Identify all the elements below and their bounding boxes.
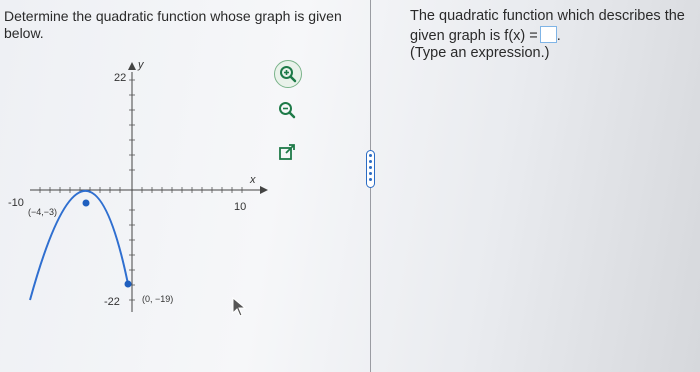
answer-input-box[interactable]	[540, 26, 557, 43]
answer-prompt-line1: The quadratic function which describes the	[410, 8, 685, 24]
mouse-cursor-icon	[232, 297, 246, 317]
y-axis-arrow	[128, 62, 136, 70]
zoom-in-icon	[278, 64, 298, 84]
zoom-out-button[interactable]	[274, 97, 300, 123]
y-axis-label: y	[138, 59, 144, 71]
y-intercept-point	[125, 281, 132, 288]
vertex-point	[83, 200, 90, 207]
y-max-tick-label: 22	[114, 72, 127, 84]
x-axis-arrow	[260, 186, 268, 194]
external-link-icon	[277, 143, 297, 163]
y-intercept-label: (0, −19)	[142, 294, 174, 304]
x-min-tick-label: -10	[8, 197, 24, 209]
open-new-window-button[interactable]	[274, 140, 300, 166]
zoom-out-icon	[277, 100, 297, 120]
answer-prompt-suffix: .	[556, 27, 561, 44]
zoom-in-button[interactable]	[274, 60, 302, 88]
x-max-tick-label: 10	[234, 201, 247, 213]
question-text: Determine the quadratic function whose graph is given below.	[4, 8, 342, 41]
pane-splitter-handle[interactable]	[366, 150, 375, 188]
x-axis-label: x	[250, 174, 256, 186]
answer-hint: (Type an expression.)	[410, 45, 550, 61]
answer-prompt-prefix: given graph is f(x) =	[410, 27, 538, 44]
answer-pane	[410, 8, 700, 63]
quadratic-graph	[0, 50, 270, 320]
y-min-tick-label: -22	[104, 296, 120, 308]
vertex-label: (−4,−3)	[28, 207, 58, 217]
answer-prompt-line2	[410, 26, 700, 46]
